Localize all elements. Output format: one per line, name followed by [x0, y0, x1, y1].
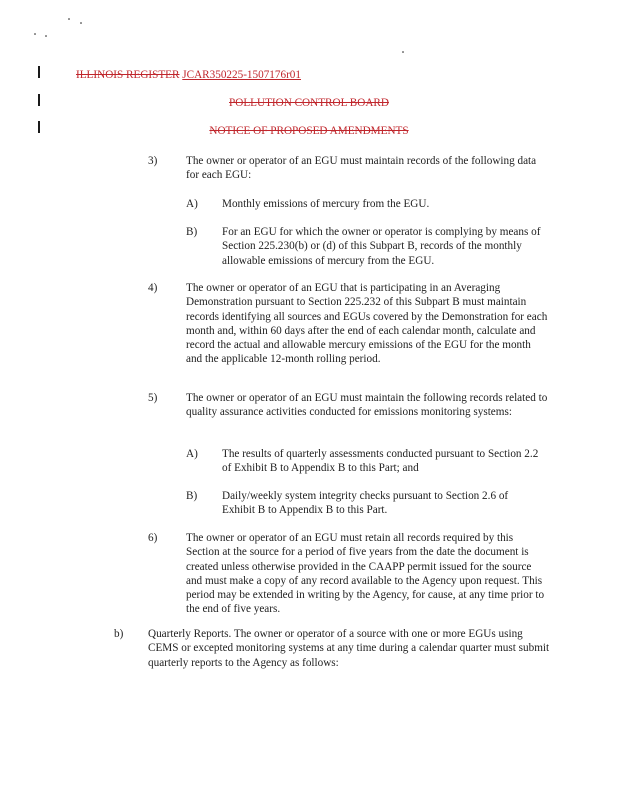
scan-speck — [45, 35, 47, 37]
item-3b-number: B) — [186, 226, 198, 238]
register-title: ILLINOIS REGISTER — [76, 69, 180, 81]
item-6-text: The owner or operator of an EGU must retain all records required by this Section at the source for a period of five years from the date the document is created unless otherwise provided in the CAAPP permit issued for the source and must make a copy of any record available to the Agency upon request. This period may be extended in writing by the Agency, for cause, at any time prior to the end of five years. — [186, 532, 545, 616]
item-5a-text: The results of quarterly assessments conducted pursuant to Section 2.2 of Exhibit B to Appendix B to this Part; and — [222, 448, 539, 475]
section-b-number: b) — [114, 628, 124, 640]
notice-title: NOTICE OF PROPOSED AMENDMENTS — [209, 125, 409, 137]
item-3-number: 3) — [148, 155, 158, 167]
register-id: JCAR350225-1507176r01 — [182, 69, 301, 81]
item-3a-text: Monthly emissions of mercury from the EGU. — [222, 198, 430, 210]
item-4-number: 4) — [148, 282, 158, 294]
scan-speck — [402, 51, 404, 53]
scan-speck — [34, 33, 36, 35]
section-b-text: Quarterly Reports. The owner or operator of a source with one or more EGUs using CEMS or excepted monitoring systems at any time during a calendar quarter must submit quarterly reports to the Agency as follows: — [148, 628, 550, 669]
scan-speck — [68, 18, 70, 20]
item-5b-number: B) — [186, 490, 198, 502]
scan-speck — [80, 22, 82, 24]
item-4-text: The owner or operator of an EGU that is participating in an Averaging Demonstration pursuant to Section 225.232 of this Subpart B must maintain records identifying all sources and EGUs covered by the Demonstration for each month and, within 60 days after the end of each calendar month, calculate and record the actual and allowable mercury emissions of the EGU for the month and the applicable 12-month rolling period. — [186, 282, 548, 366]
item-3-text: The owner or operator of an EGU must maintain records of the following data for each EGU: — [186, 155, 537, 182]
item-5b-text: Daily/weekly system integrity checks pursuant to Section 2.6 of Exhibit B to Appendix B to this Part. — [222, 490, 509, 517]
item-6-number: 6) — [148, 532, 158, 544]
board-title: POLLUTION CONTROL BOARD — [229, 97, 389, 109]
revision-bar — [38, 66, 40, 78]
item-3a-number: A) — [186, 198, 198, 210]
item-5a-number: A) — [186, 448, 198, 460]
item-5-number: 5) — [148, 392, 158, 404]
item-3b-text: For an EGU for which the owner or operator is complying by means of Section 225.230(b) or (d) of this Subpart B, records of the monthly allowable emissions of mercury from the EGU. — [222, 226, 541, 267]
item-5-text: The owner or operator of an EGU must maintain the following records related to quality assurance activities conducted for emissions monitoring systems: — [186, 392, 548, 419]
register-header — [76, 68, 301, 82]
